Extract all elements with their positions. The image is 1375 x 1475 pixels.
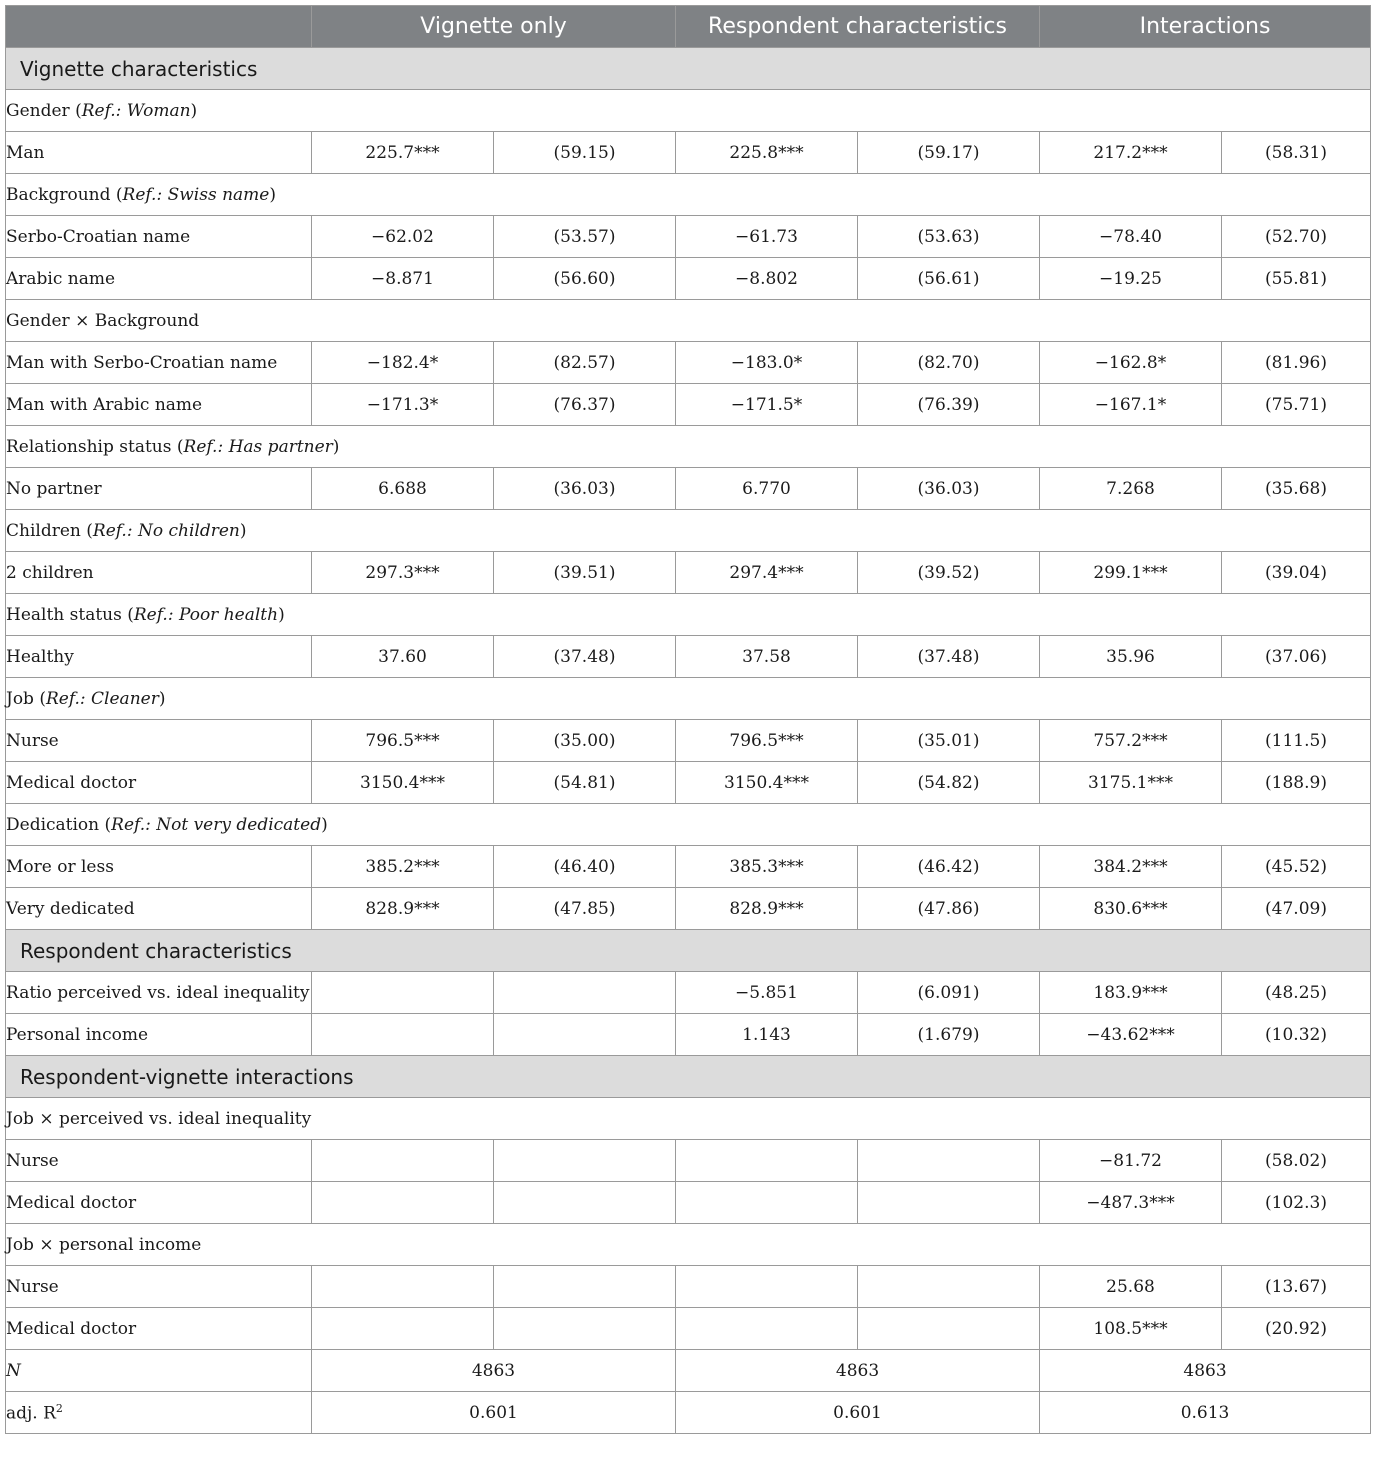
section-row [6,48,1371,90]
se-interactions: (58.31) [1222,132,1371,174]
coef-interactions: 299.1*** [1040,552,1222,594]
se-respondent [858,1266,1040,1308]
header-interactions: Interactions [1040,6,1371,48]
coef-vignette [312,1182,494,1224]
coef-vignette [312,1140,494,1182]
se-vignette [494,972,676,1014]
coef-interactions: −487.3*** [1040,1182,1222,1224]
table-row [6,468,1371,510]
group-children: Children (Ref.: No children) [6,510,1371,552]
se-respondent: (47.86) [858,888,1040,930]
stat-label-r2: adj. $R^2$ [6,1392,312,1434]
group-job: Job (Ref.: Cleaner) [6,678,1371,720]
se-interactions: (52.70) [1222,216,1371,258]
group-row [6,510,1371,552]
coef-respondent: −61.73 [676,216,858,258]
se-respondent: (82.70) [858,342,1040,384]
se-respondent: (76.39) [858,384,1040,426]
group-job-income: Job × personal income [6,1224,1371,1266]
table-row [6,216,1371,258]
coef-vignette: 796.5*** [312,720,494,762]
se-vignette: (56.60) [494,258,676,300]
table-row [6,1308,1371,1350]
row-label: Man [6,132,312,174]
group-gender: Gender (Ref.: Woman) [6,90,1371,132]
group-background: Background (Ref.: Swiss name) [6,174,1371,216]
se-interactions: (48.25) [1222,972,1371,1014]
coef-respondent: 385.3*** [676,846,858,888]
coef-vignette: 6.688 [312,468,494,510]
stat-r2-respondent: 0.601 [676,1392,1040,1434]
row-label: No partner [6,468,312,510]
coef-vignette: −62.02 [312,216,494,258]
row-label: Medical doctor [6,762,312,804]
se-respondent: (35.01) [858,720,1040,762]
table-row [6,258,1371,300]
se-respondent [858,1308,1040,1350]
se-respondent: (39.52) [858,552,1040,594]
section-respondent-characteristics: Respondent characteristics [6,930,1371,972]
coef-interactions: 108.5*** [1040,1308,1222,1350]
coef-vignette [312,972,494,1014]
stat-r2-vignette: 0.601 [312,1392,676,1434]
se-interactions: (55.81) [1222,258,1371,300]
row-label: Very dedicated [6,888,312,930]
section-row [6,1056,1371,1098]
coef-interactions: 7.268 [1040,468,1222,510]
se-interactions: (37.06) [1222,636,1371,678]
se-respondent: (54.82) [858,762,1040,804]
table-row [6,762,1371,804]
se-vignette [494,1014,676,1056]
coef-respondent [676,1182,858,1224]
coef-vignette: −171.3* [312,384,494,426]
coef-interactions: 35.96 [1040,636,1222,678]
coef-respondent: 37.58 [676,636,858,678]
se-vignette: (76.37) [494,384,676,426]
row-label: Medical doctor [6,1182,312,1224]
coef-interactions: 183.9*** [1040,972,1222,1014]
coef-interactions: 25.68 [1040,1266,1222,1308]
se-respondent: (53.63) [858,216,1040,258]
coef-respondent: −5.851 [676,972,858,1014]
se-respondent [858,1182,1040,1224]
coef-interactions: −167.1* [1040,384,1222,426]
se-vignette [494,1308,676,1350]
coef-respondent: 1.143 [676,1014,858,1056]
row-label: More or less [6,846,312,888]
group-job-inequality: Job × perceived vs. ideal inequality [6,1098,1371,1140]
coef-interactions: 830.6*** [1040,888,1222,930]
coef-vignette [312,1266,494,1308]
table-row [6,552,1371,594]
se-vignette: (47.85) [494,888,676,930]
se-respondent: (6.091) [858,972,1040,1014]
section-row [6,930,1371,972]
se-interactions: (75.71) [1222,384,1371,426]
se-vignette: (53.57) [494,216,676,258]
table-row [6,720,1371,762]
row-label: Nurse [6,1266,312,1308]
coef-respondent: −8.802 [676,258,858,300]
coef-interactions: 217.2*** [1040,132,1222,174]
row-label: Nurse [6,1140,312,1182]
header-row [6,6,1371,48]
se-interactions: (13.67) [1222,1266,1371,1308]
coef-vignette [312,1308,494,1350]
coef-respondent: −171.5* [676,384,858,426]
coef-interactions: −43.62*** [1040,1014,1222,1056]
group-dedication: Dedication (Ref.: Not very dedicated) [6,804,1371,846]
regression-table [5,5,1371,1434]
table-row [6,846,1371,888]
se-interactions: (39.04) [1222,552,1371,594]
coef-vignette: −8.871 [312,258,494,300]
se-vignette: (35.00) [494,720,676,762]
coef-respondent: 796.5*** [676,720,858,762]
coef-interactions: −162.8* [1040,342,1222,384]
table-row [6,888,1371,930]
table-row [6,636,1371,678]
se-vignette [494,1182,676,1224]
table-row [6,1182,1371,1224]
coef-vignette: 3150.4*** [312,762,494,804]
table-row [6,1014,1371,1056]
se-vignette: (37.48) [494,636,676,678]
group-row [6,174,1371,216]
se-respondent: (36.03) [858,468,1040,510]
group-row [6,678,1371,720]
table-row [6,384,1371,426]
row-label: Serbo-Croatian name [6,216,312,258]
stat-row-r2 [6,1392,1371,1434]
se-respondent [858,1140,1040,1182]
se-interactions: (10.32) [1222,1014,1371,1056]
coef-interactions: −78.40 [1040,216,1222,258]
coef-vignette: 385.2*** [312,846,494,888]
group-row [6,594,1371,636]
stat-n-respondent: 4863 [676,1350,1040,1392]
se-respondent: (37.48) [858,636,1040,678]
se-respondent: (1.679) [858,1014,1040,1056]
coef-interactions: 384.2*** [1040,846,1222,888]
se-vignette: (46.40) [494,846,676,888]
coef-respondent: 828.9*** [676,888,858,930]
se-vignette: (39.51) [494,552,676,594]
group-health: Health status (Ref.: Poor health) [6,594,1371,636]
coef-vignette [312,1014,494,1056]
group-relationship: Relationship status (Ref.: Has partner) [6,426,1371,468]
se-vignette [494,1266,676,1308]
coef-interactions: −19.25 [1040,258,1222,300]
header-vignette-only: Vignette only [312,6,676,48]
se-vignette: (54.81) [494,762,676,804]
group-row [6,1098,1371,1140]
coef-interactions: 757.2*** [1040,720,1222,762]
se-interactions: (35.68) [1222,468,1371,510]
row-label: Man with Arabic name [6,384,312,426]
row-label: Medical doctor [6,1308,312,1350]
row-label: Nurse [6,720,312,762]
se-vignette: (59.15) [494,132,676,174]
se-interactions: (45.52) [1222,846,1371,888]
section-respondent-vignette-interactions: Respondent-vignette interactions [6,1056,1371,1098]
row-label: Personal income [6,1014,312,1056]
table-row [6,342,1371,384]
stat-r2-interactions: 0.613 [1040,1392,1371,1434]
se-interactions: (47.09) [1222,888,1371,930]
group-row [6,804,1371,846]
group-gender-background: Gender × Background [6,300,1371,342]
coef-respondent: 225.8*** [676,132,858,174]
stat-n-interactions: 4863 [1040,1350,1371,1392]
coef-respondent [676,1140,858,1182]
coef-respondent: −183.0* [676,342,858,384]
se-respondent: (59.17) [858,132,1040,174]
group-row [6,90,1371,132]
coef-respondent: 6.770 [676,468,858,510]
se-interactions: (20.92) [1222,1308,1371,1350]
table-row [6,1140,1371,1182]
header-blank [6,6,312,48]
row-label: Healthy [6,636,312,678]
row-label: Arabic name [6,258,312,300]
table-row [6,132,1371,174]
coef-vignette: −182.4* [312,342,494,384]
coef-respondent [676,1266,858,1308]
row-label: Ratio perceived vs. ideal inequality [6,972,312,1014]
section-vignette-characteristics: Vignette characteristics [6,48,1371,90]
header-respondent-characteristics: Respondent characteristics [676,6,1040,48]
se-interactions: (58.02) [1222,1140,1371,1182]
stat-label-n: N [6,1350,312,1392]
coef-vignette: 297.3*** [312,552,494,594]
coef-interactions: −81.72 [1040,1140,1222,1182]
coef-respondent: 3150.4*** [676,762,858,804]
se-interactions: (188.9) [1222,762,1371,804]
se-interactions: (102.3) [1222,1182,1371,1224]
group-row [6,1224,1371,1266]
stat-row-n [6,1350,1371,1392]
row-label: Man with Serbo-Croatian name [6,342,312,384]
table-row [6,1266,1371,1308]
group-row [6,300,1371,342]
se-vignette [494,1140,676,1182]
row-label: 2 children [6,552,312,594]
coef-respondent: 297.4*** [676,552,858,594]
se-respondent: (56.61) [858,258,1040,300]
se-vignette: (36.03) [494,468,676,510]
coef-interactions: 3175.1*** [1040,762,1222,804]
se-interactions: (111.5) [1222,720,1371,762]
coef-respondent [676,1308,858,1350]
se-vignette: (82.57) [494,342,676,384]
coef-vignette: 37.60 [312,636,494,678]
se-respondent: (46.42) [858,846,1040,888]
coef-vignette: 225.7*** [312,132,494,174]
se-interactions: (81.96) [1222,342,1371,384]
stat-n-vignette: 4863 [312,1350,676,1392]
table-row [6,972,1371,1014]
group-row [6,426,1371,468]
coef-vignette: 828.9*** [312,888,494,930]
